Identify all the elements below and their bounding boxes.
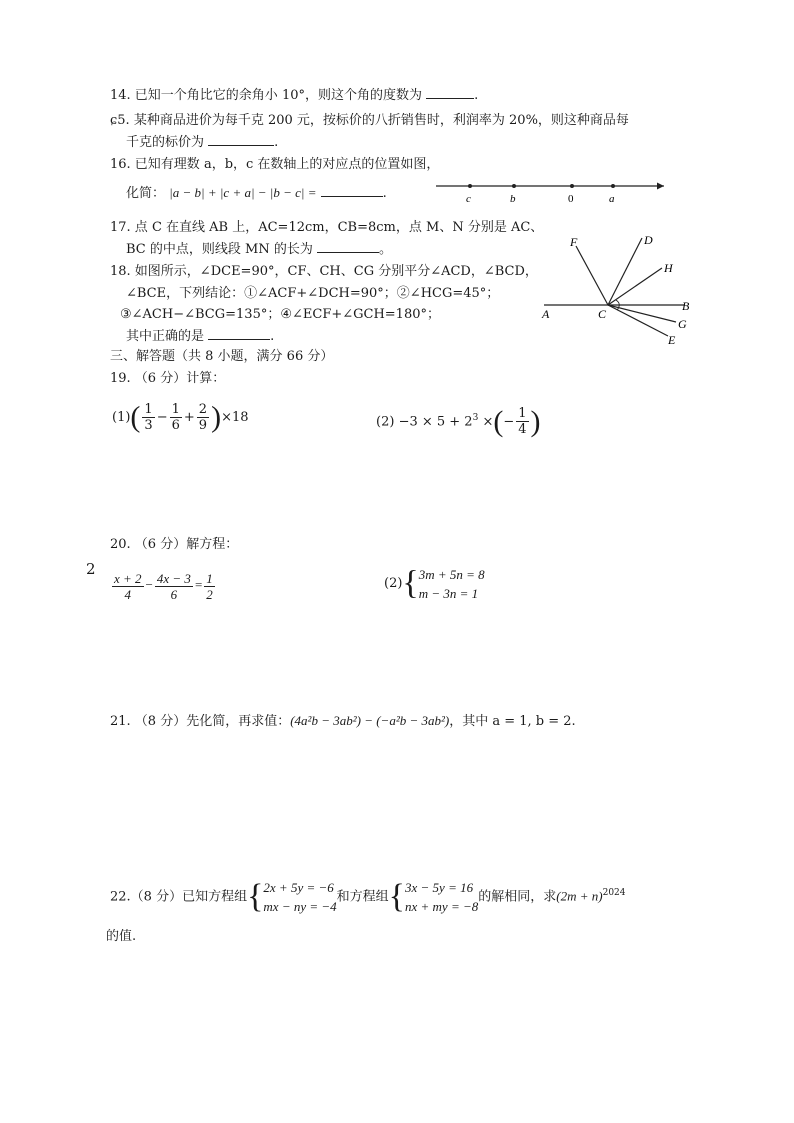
angle-figure bbox=[536, 228, 694, 350]
ray-cf bbox=[576, 246, 608, 305]
fraction: $\frac{1}{4}$ bbox=[518, 406, 527, 438]
question-22: 22.（8 分）已知方程组{ 2x + 5y = −6 mx − ny = −4 和方程组{ 3x − 5y = 16 nx + my = −8 的解相同，求$(2m + n)^{2024}$ bbox=[110, 877, 626, 915]
question-21-expression: (4a²b − 3ab²) − (−a²b − 3ab²) bbox=[290, 713, 450, 728]
fraction: $\frac{1}{6}$ bbox=[171, 402, 180, 433]
label-g: G bbox=[678, 317, 687, 331]
ray-ch bbox=[608, 268, 662, 305]
question-19-part1: (1)( $\frac{1}{3}$ − $\frac{1}{6}$ + $\frac{2}{9}$ )×18 bbox=[112, 400, 249, 434]
question-20-title: 20. （6 分）解方程： bbox=[110, 537, 239, 552]
origin-dot bbox=[570, 184, 574, 188]
question-17-line1: 17. 点 C 在直线 AB 上，AC=12cm，CB=8cm，点 M、N 分别是 AC、 bbox=[110, 220, 544, 235]
question-19-title: 19. （6 分）计算： bbox=[110, 371, 226, 386]
point-a-label: a bbox=[609, 193, 615, 205]
question-15-line1: ɕ5. 某种商品进价为每千克 200 元，按标价的八折销售时，利润率为 20%，则这种商品每 bbox=[110, 113, 629, 128]
point-c-dot bbox=[468, 184, 472, 188]
equation-system: 3m + 5n = 8 m − 3n = 1 bbox=[418, 566, 485, 601]
margin-mark: 2 bbox=[86, 560, 96, 578]
question-16-line2: 化简： |a − b| + |c + a| − |b − c| = . bbox=[126, 185, 387, 201]
question-22-line2: 的值. bbox=[106, 929, 137, 944]
point-c-label: c bbox=[466, 193, 471, 205]
label-e: E bbox=[668, 333, 676, 347]
ray-cd bbox=[608, 238, 642, 305]
question-20-part1: $\frac{x + 2}{4}$ − $\frac{4x - 3}{6}$ = $\frac{1}{2}$ bbox=[114, 570, 213, 602]
fraction: $\frac{1}{3}$ bbox=[144, 402, 153, 433]
point-b-dot bbox=[512, 184, 516, 188]
fraction: $\frac{2}{9}$ bbox=[198, 402, 208, 433]
question-14-text: 14. 已知一个角比它的余角小 10°，则这个角的度数为 bbox=[110, 88, 422, 103]
number-line-figure bbox=[430, 176, 670, 206]
question-18-line1: 18. 如图所示，∠DCE=90°，CF、CH、CG 分别平分∠ACD，∠BCD， bbox=[110, 264, 538, 279]
answer-blank-18 bbox=[208, 327, 270, 340]
equation-system-1: 2x + 5y = −6 mx − ny = −4 bbox=[263, 879, 337, 914]
label-d: D bbox=[644, 233, 653, 247]
equation-system-2: 3x − 5y = 16 nx + my = −8 bbox=[405, 879, 479, 914]
point-a-dot bbox=[611, 184, 615, 188]
question-15-line2: 千克的标价为 . bbox=[126, 135, 279, 150]
number-line-arrow bbox=[657, 183, 664, 190]
question-16-line1: 16. 已知有理数 a，b，c 在数轴上的对应点的位置如图， bbox=[110, 157, 440, 172]
question-20-part2: (2){ 3m + 5n = 8 m − 3n = 1 bbox=[384, 564, 485, 602]
section-title: 三、解答题（共 8 小题，满分 66 分） bbox=[110, 349, 334, 364]
question-14: 14. 已知一个角比它的余角小 10°，则这个角的度数为 . bbox=[110, 88, 479, 103]
label-h: H bbox=[664, 261, 673, 275]
label-f: F bbox=[570, 235, 578, 249]
label-a: A bbox=[542, 307, 550, 321]
question-18-line4: 其中正确的是 . bbox=[126, 329, 275, 344]
question-18-line2: ∠BCE，下列结论：①∠ACF+∠DCH=90°；②∠HCG=45°； bbox=[126, 286, 500, 301]
question-16-expression: |a − b| + |c + a| − |b − c| = bbox=[169, 185, 317, 200]
label-b: B bbox=[682, 299, 690, 313]
answer-blank-14 bbox=[426, 86, 474, 99]
question-19-part2: $(2) -3 \times 5 + 2^3$ ×(− $\frac{1}{4}$ ) bbox=[376, 404, 541, 438]
question-18-line3: ③∠ACH−∠BCG=135°；④∠ECF+∠GCH=180°； bbox=[120, 307, 440, 322]
answer-blank-17 bbox=[317, 240, 379, 253]
point-b-label: b bbox=[510, 193, 516, 205]
fraction: $\frac{4x - 3}{6}$ bbox=[156, 570, 191, 602]
question-21: 21. （8 分）先化简，再求值：(4a²b − 3ab²) − (−a²b − 3ab²)，其中 a = 1, b = 2. bbox=[110, 713, 576, 729]
origin-label: 0 bbox=[568, 193, 574, 205]
fraction: $\frac{1}{2}$ bbox=[206, 570, 213, 602]
answer-blank-16 bbox=[321, 184, 383, 197]
fraction: $\frac{x + 2}{4}$ bbox=[114, 570, 142, 602]
label-c: C bbox=[598, 307, 607, 321]
answer-blank-15 bbox=[208, 133, 274, 146]
question-17-line2: BC 的中点，则线段 MN 的长为 。 bbox=[126, 242, 392, 257]
